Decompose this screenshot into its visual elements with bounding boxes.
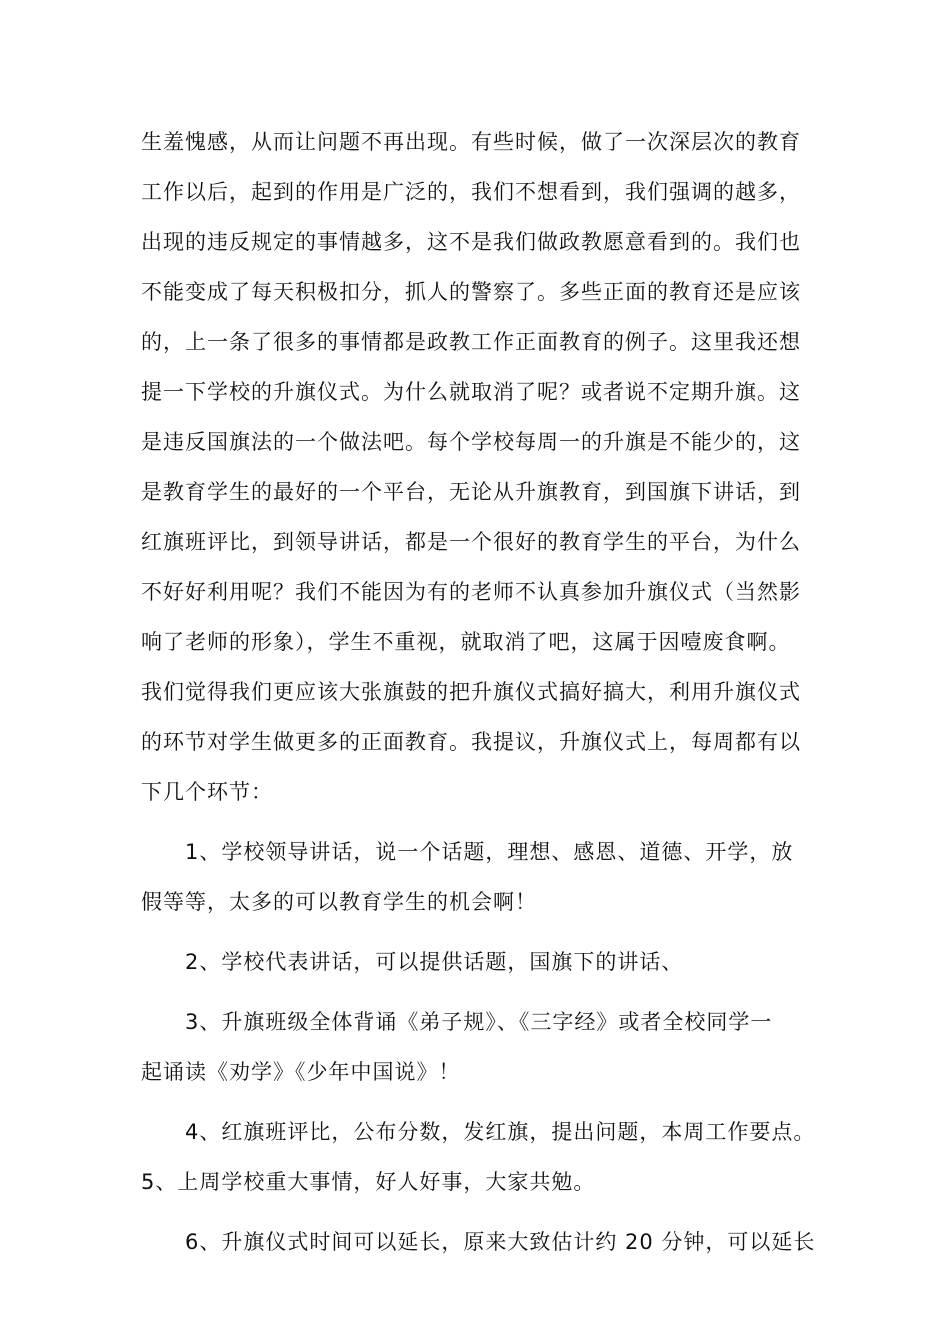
list-item-4 — [141, 1107, 816, 1207]
text-line: 出现的违反规定的事情越多，这不是我们做政教愿意看到的。我们也 — [141, 230, 801, 254]
text-line: 工作以后，起到的作用是广泛的，我们不想看到，我们强调的越多， — [141, 180, 801, 204]
text-line: 红旗班评比，到领导讲话，都是一个很好的教育学生的平台，为什么 — [141, 530, 801, 554]
text-line: 我们觉得我们更应该大张旗鼓的把升旗仪式搞好搞大，利用升旗仪式 — [141, 680, 801, 704]
list-item-1 — [141, 827, 811, 927]
text-line: 6、升旗仪式时间可以延长，原来大致估计约 20 分钟，可以延长 — [185, 1230, 816, 1254]
text-line: 起诵读《劝学》《少年中国说》！ — [141, 1060, 461, 1084]
text-line: 2、学校代表讲话，可以提供话题，国旗下的讲话、 — [185, 950, 684, 974]
text-line: 提一下学校的升旗仪式。为什么就取消了呢？或者说不定期升旗。这 — [141, 380, 801, 404]
text-line: 假等等，太多的可以教育学生的机会啊！ — [141, 890, 537, 914]
list-item-6 — [141, 1217, 816, 1267]
text-line: 不能变成了每天积极扣分，抓人的警察了。多些正面的教育还是应该 — [141, 280, 801, 304]
list-item-3 — [141, 997, 811, 1097]
text-line: 的环节对学生做更多的正面教育。我提议，升旗仪式上，每周都有以 — [141, 730, 801, 754]
text-line: 5、上周学校重大事情，好人好事，大家共勉。 — [141, 1170, 596, 1194]
text-line: 下几个环节： — [141, 780, 273, 804]
text-line: 响了老师的形象），学生不重视，就取消了吧，这属于因噎废食啊。 — [141, 630, 791, 654]
paragraph-flag-ceremony — [141, 117, 811, 817]
text-line: 3、升旗班级全体背诵《弟子规》、《三字经》或者全校同学一 — [185, 1010, 773, 1034]
text-line: 1、学校领导讲话，说一个话题，理想、感恩、道德、开学，放 — [185, 840, 794, 864]
text-line: 4、红旗班评比，公布分数，发红旗，提出问题，本周工作要点。 — [185, 1120, 816, 1144]
list-item-2 — [141, 937, 811, 987]
text-line: 生羞愧感，从而让问题不再出现。有些时候，做了一次深层次的教育 — [141, 130, 801, 154]
text-line: 是违反国旗法的一个做法吧。每个学校每周一的升旗是不能少的，这 — [141, 430, 801, 454]
text-line: 的，上一条了很多的事情都是政教工作正面教育的例子。这里我还想 — [141, 330, 801, 354]
text-line: 不好好利用呢？我们不能因为有的老师不认真参加升旗仪式（当然影 — [141, 580, 801, 604]
text-line: 是教育学生的最好的一个平台，无论从升旗教育，到国旗下讲话，到 — [141, 480, 801, 504]
document-body — [141, 117, 816, 1267]
